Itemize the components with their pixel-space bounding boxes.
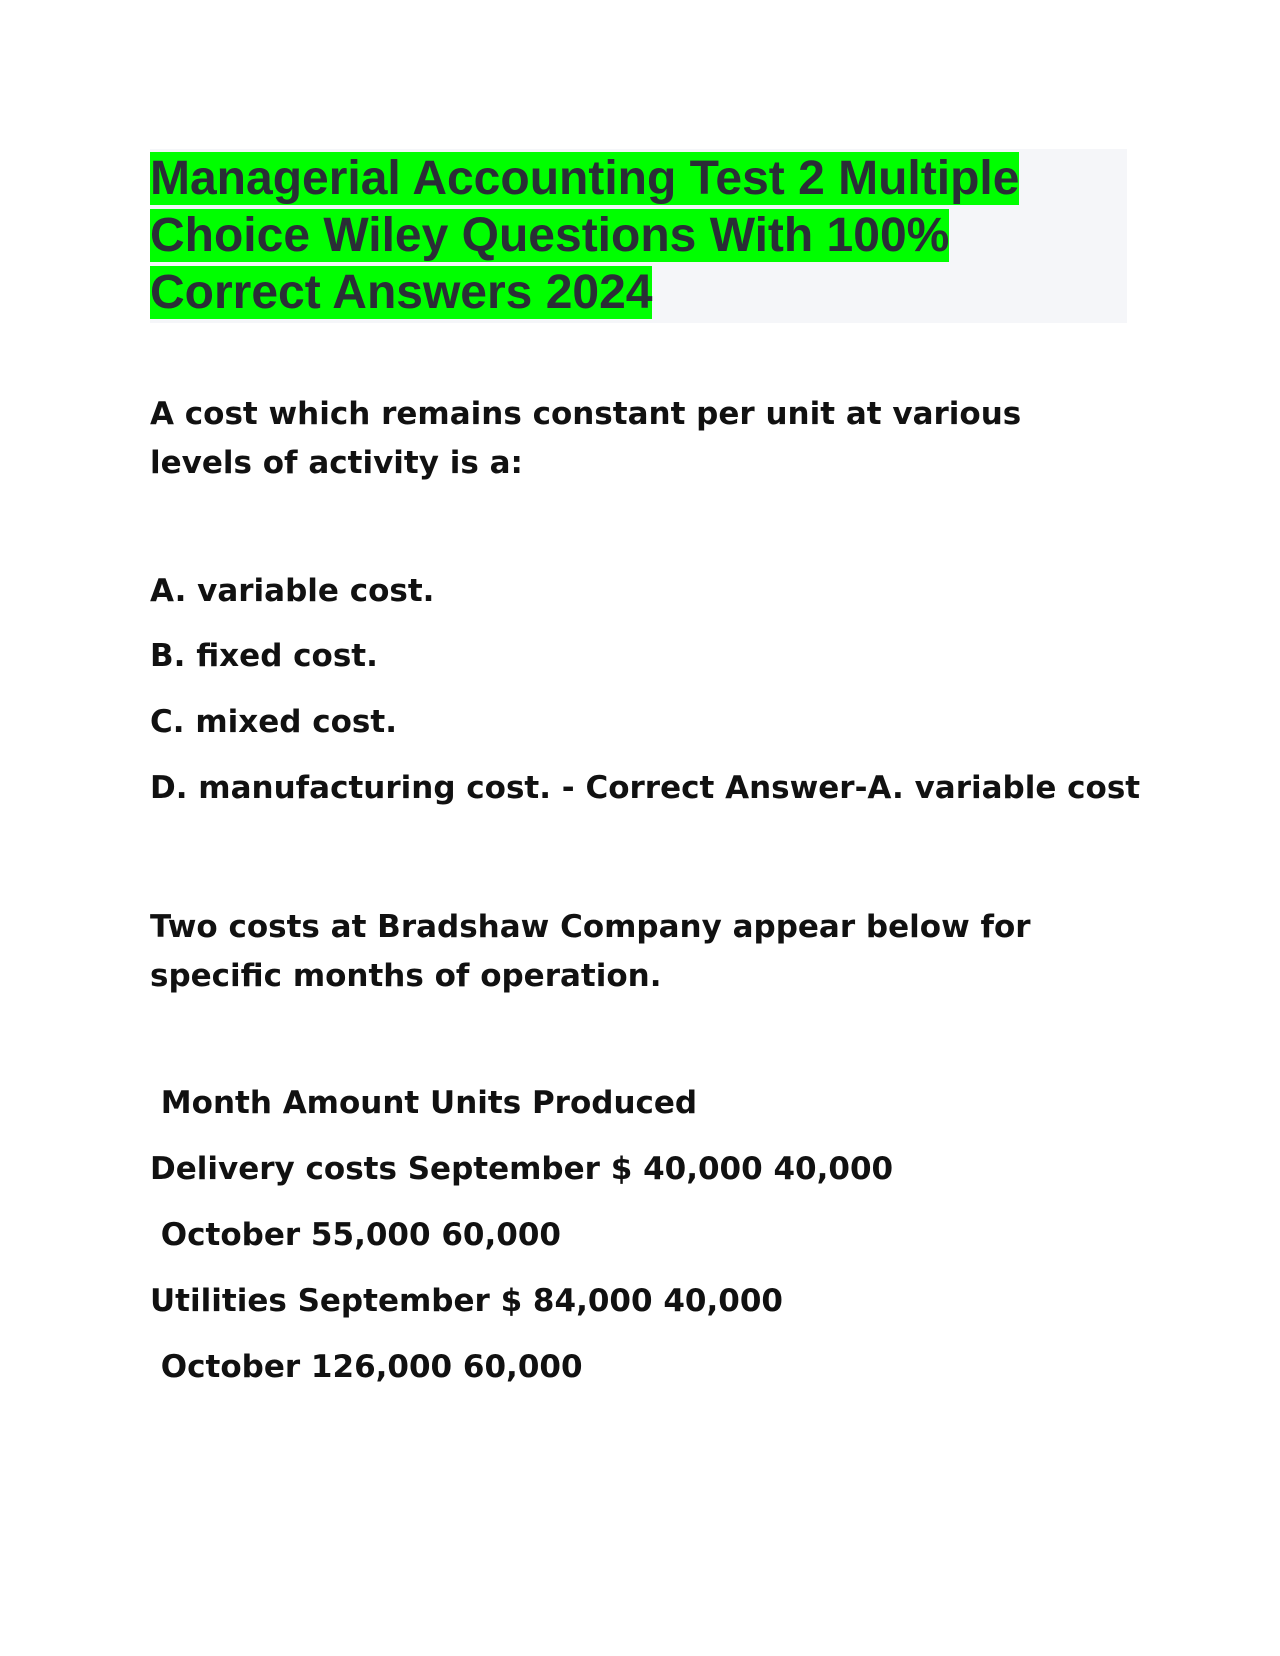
table-line-delivery-september: Delivery costs September $ 40,000 40,000 — [150, 1151, 894, 1187]
question-1-option-c: C. mixed cost. — [150, 704, 397, 740]
question-1-option-a: A. variable cost. — [150, 573, 435, 609]
table-line-utilities-september: Utilities September $ 84,000 40,000 — [150, 1283, 783, 1319]
table-line-delivery-october: October 55,000 60,000 — [150, 1217, 561, 1253]
question-1-stem: A cost which remains constant per unit at various levels of activity is a: — [150, 396, 1022, 481]
table-header-line: Month Amount Units Produced — [150, 1085, 698, 1121]
question-2-stem: Two costs at Bradshaw Company appear below for specific months of operation. — [150, 909, 1031, 994]
document-title — [150, 150, 1080, 321]
table-line-utilities-october: October 126,000 60,000 — [150, 1349, 583, 1385]
question-1-option-d-answer: D. manufacturing cost. - Correct Answer-A. variable cost — [150, 770, 1141, 806]
question-1-option-b: B. fixed cost. — [150, 638, 378, 674]
title-highlight: Managerial Accounting Test 2 Multiple Choice Wiley Questions With 100% Correct Answers 2024 — [150, 152, 1020, 319]
